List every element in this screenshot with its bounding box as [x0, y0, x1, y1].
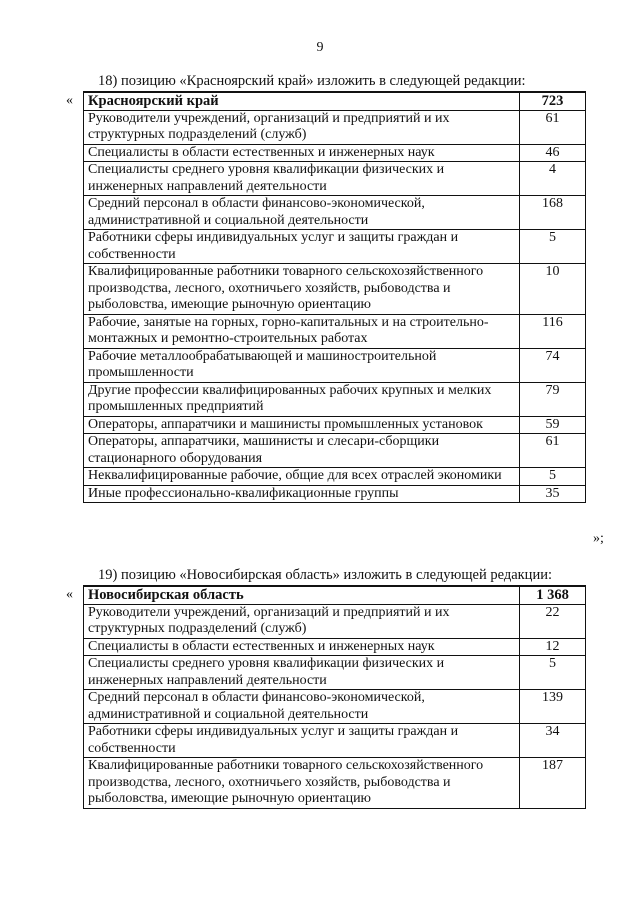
category-value: 22	[520, 604, 586, 638]
category-label: Работники сферы индивидуальных услуг и защиты граждан и собственности	[84, 724, 520, 758]
category-value: 59	[520, 416, 586, 434]
category-label: Специалисты в области естественных и инженерных наук	[84, 144, 520, 162]
category-value: 34	[520, 724, 586, 758]
table-row	[84, 162, 586, 196]
table-row	[84, 230, 586, 264]
category-label: Рабочие металлообрабатывающей и машиностроительной промышленности	[84, 348, 520, 382]
table-row	[84, 348, 586, 382]
category-value: 139	[520, 690, 586, 724]
category-value: 12	[520, 638, 586, 656]
table-row	[84, 416, 586, 434]
table-row	[84, 110, 586, 144]
table-row	[84, 314, 586, 348]
region-name-cell: Новосибирская область	[84, 586, 520, 604]
table-row	[84, 382, 586, 416]
category-label: Операторы, аппаратчики, машинисты и слесари-сборщики стационарного оборудования	[84, 434, 520, 468]
category-label: Специалисты в области естественных и инженерных наук	[84, 638, 520, 656]
category-value: 5	[520, 230, 586, 264]
category-value: 74	[520, 348, 586, 382]
category-value: 10	[520, 264, 586, 315]
table-row	[84, 196, 586, 230]
section-18-intro: 18) позицию «Красноярский край» изложить в следующей редакции:	[98, 73, 526, 89]
category-value: 168	[520, 196, 586, 230]
region-name-cell: Красноярский край	[84, 92, 520, 110]
category-value: 61	[520, 110, 586, 144]
category-label: Работники сферы индивидуальных услуг и защиты граждан и собственности	[84, 230, 520, 264]
category-value: 187	[520, 758, 586, 809]
table-row	[84, 638, 586, 656]
category-label: Неквалифицированные рабочие, общие для всех отраслей экономики	[84, 468, 520, 486]
category-value: 79	[520, 382, 586, 416]
table-row	[84, 434, 586, 468]
category-label: Квалифицированные работники товарного сельскохозяйственного производства, лесного, охотничьего хозяйств, рыбоводства и рыболовства, имеющие рыночную ориентацию	[84, 264, 520, 315]
table-row	[84, 485, 586, 503]
category-value: 46	[520, 144, 586, 162]
table-row	[84, 724, 586, 758]
table-row	[84, 604, 586, 638]
table-row	[84, 144, 586, 162]
category-label: Иные профессионально-квалификационные группы	[84, 485, 520, 503]
category-value: 116	[520, 314, 586, 348]
category-value: 5	[520, 468, 586, 486]
novosibirsk-table	[83, 585, 586, 809]
category-value: 5	[520, 656, 586, 690]
table-row	[84, 758, 586, 809]
category-label: Квалифицированные работники товарного сельскохозяйственного производства, лесного, охотничьего хозяйств, рыбоводства и рыболовства, имеющие рыночную ориентацию	[84, 758, 520, 809]
section-19-open-quote: «	[66, 587, 73, 602]
category-label: Средний персонал в области финансово-экономической, административной и социальной деятельности	[84, 196, 520, 230]
category-label: Руководители учреждений, организаций и предприятий и их структурных подразделений (служб)	[84, 110, 520, 144]
category-value: 35	[520, 485, 586, 503]
region-total-cell: 723	[520, 92, 586, 110]
section-18-close-quote: »;	[593, 531, 604, 546]
page-number: 9	[316, 40, 324, 55]
category-label: Специалисты среднего уровня квалификации физических и инженерных направлений деятельности	[84, 656, 520, 690]
category-label: Руководители учреждений, организаций и предприятий и их структурных подразделений (служб)	[84, 604, 520, 638]
category-label: Другие профессии квалифицированных рабочих крупных и мелких промышленных предприятий	[84, 382, 520, 416]
category-value: 61	[520, 434, 586, 468]
category-label: Операторы, аппаратчики и машинисты промышленных установок	[84, 416, 520, 434]
table-header-row	[84, 92, 586, 110]
category-label: Специалисты среднего уровня квалификации физических и инженерных направлений деятельности	[84, 162, 520, 196]
krasnoyarsk-table	[83, 91, 586, 503]
table-row	[84, 264, 586, 315]
table-row	[84, 468, 586, 486]
section-18-open-quote: «	[66, 93, 73, 108]
table-row	[84, 656, 586, 690]
category-label: Средний персонал в области финансово-экономической, административной и социальной деятельности	[84, 690, 520, 724]
table-header-row	[84, 586, 586, 604]
table-row	[84, 690, 586, 724]
section-19-intro: 19) позицию «Новосибирская область» изложить в следующей редакции:	[98, 567, 552, 583]
category-label: Рабочие, занятые на горных, горно-капитальных и на строительно-монтажных и ремонтно-строительных работах	[84, 314, 520, 348]
region-total-cell: 1 368	[520, 586, 586, 604]
category-value: 4	[520, 162, 586, 196]
